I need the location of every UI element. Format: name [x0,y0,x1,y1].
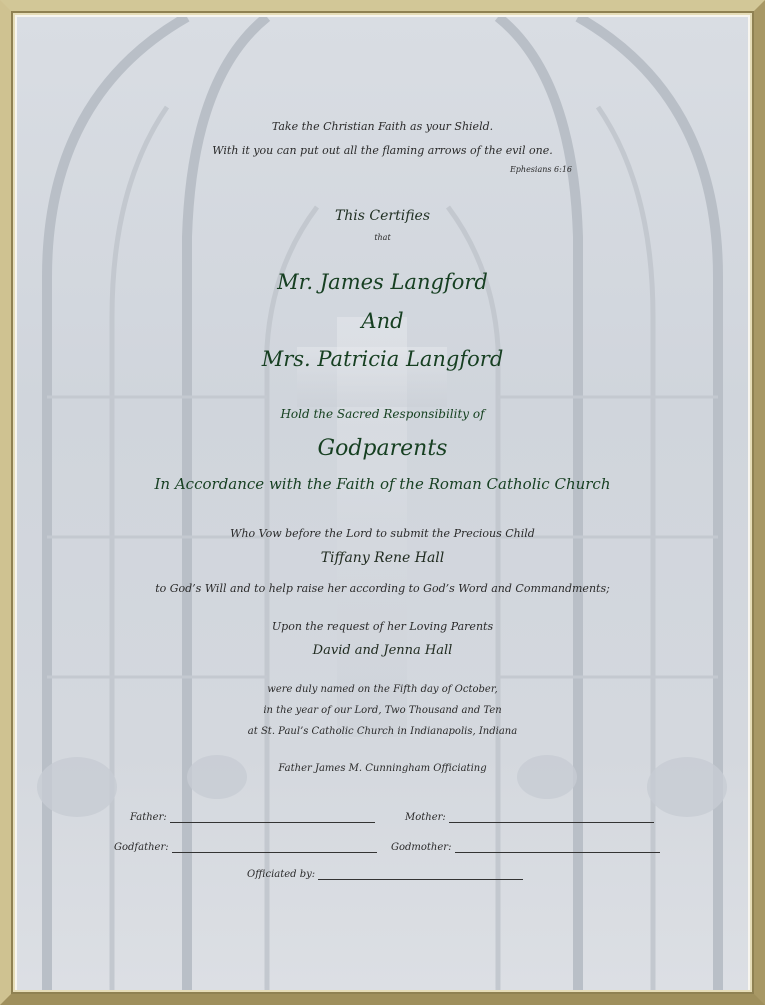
godmother-label: Godmother: [391,842,452,853]
request-line: Upon the request of her Loving Parents [271,620,494,633]
certificate-content [17,17,748,990]
certifies-heading: This Certifies [334,208,431,224]
godparent-name-1: Mr. James Langford [277,270,488,294]
responsibility-intro: Hold the Sacred Responsibility of [280,407,485,421]
certifies-that: that [374,233,391,242]
godparent-name-2: Mrs. Patricia Langford [261,347,504,371]
verse-line-1: Take the Christian Faith as your Shield. [271,120,494,133]
details-line-1: were duly named on the Fifth day of October, [267,684,498,695]
mother-signature [405,811,654,823]
father-signature [130,811,375,823]
officiated-signature [247,868,523,880]
officiated-label: Officiated by: [247,869,316,880]
godmother-signature-line [455,841,660,853]
certificate-paper [17,17,748,990]
father-label: Father: [130,812,167,823]
verse-reference: Ephesians 6:16 [509,165,572,174]
details-line-2: in the year of our Lord, Two Thousand and Ten [263,705,502,716]
accordance-line: In Accordance with the Faith of the Roman Catholic Church [154,475,611,493]
vow-line: Who Vow before the Lord to submit the Precious Child [230,527,535,540]
officiant-line: Father James M. Cunningham Officiating [278,763,487,774]
details-line-3: at St. Paul’s Catholic Church in Indianapolis, Indiana [247,726,518,737]
officiated-signature-line [318,868,523,880]
parents-names: David and Jenna Hall [312,643,453,658]
godfather-label: Godfather: [114,842,169,853]
mother-label: Mother: [405,812,446,823]
will-line: to God’s Will and to help raise her according to God’s Word and Commandments; [155,582,610,595]
godmother-signature [391,841,660,853]
godparent-conjunction: And [361,309,404,333]
godfather-signature-line [172,841,377,853]
godfather-signature [114,841,377,853]
godparents-title: Godparents [317,436,448,461]
mother-signature-line [449,811,654,823]
verse-line-2: With it you can put out all the flaming arrows of the evil one. [212,144,553,157]
child-name: Tiffany Rene Hall [320,550,445,566]
father-signature-line [170,811,375,823]
